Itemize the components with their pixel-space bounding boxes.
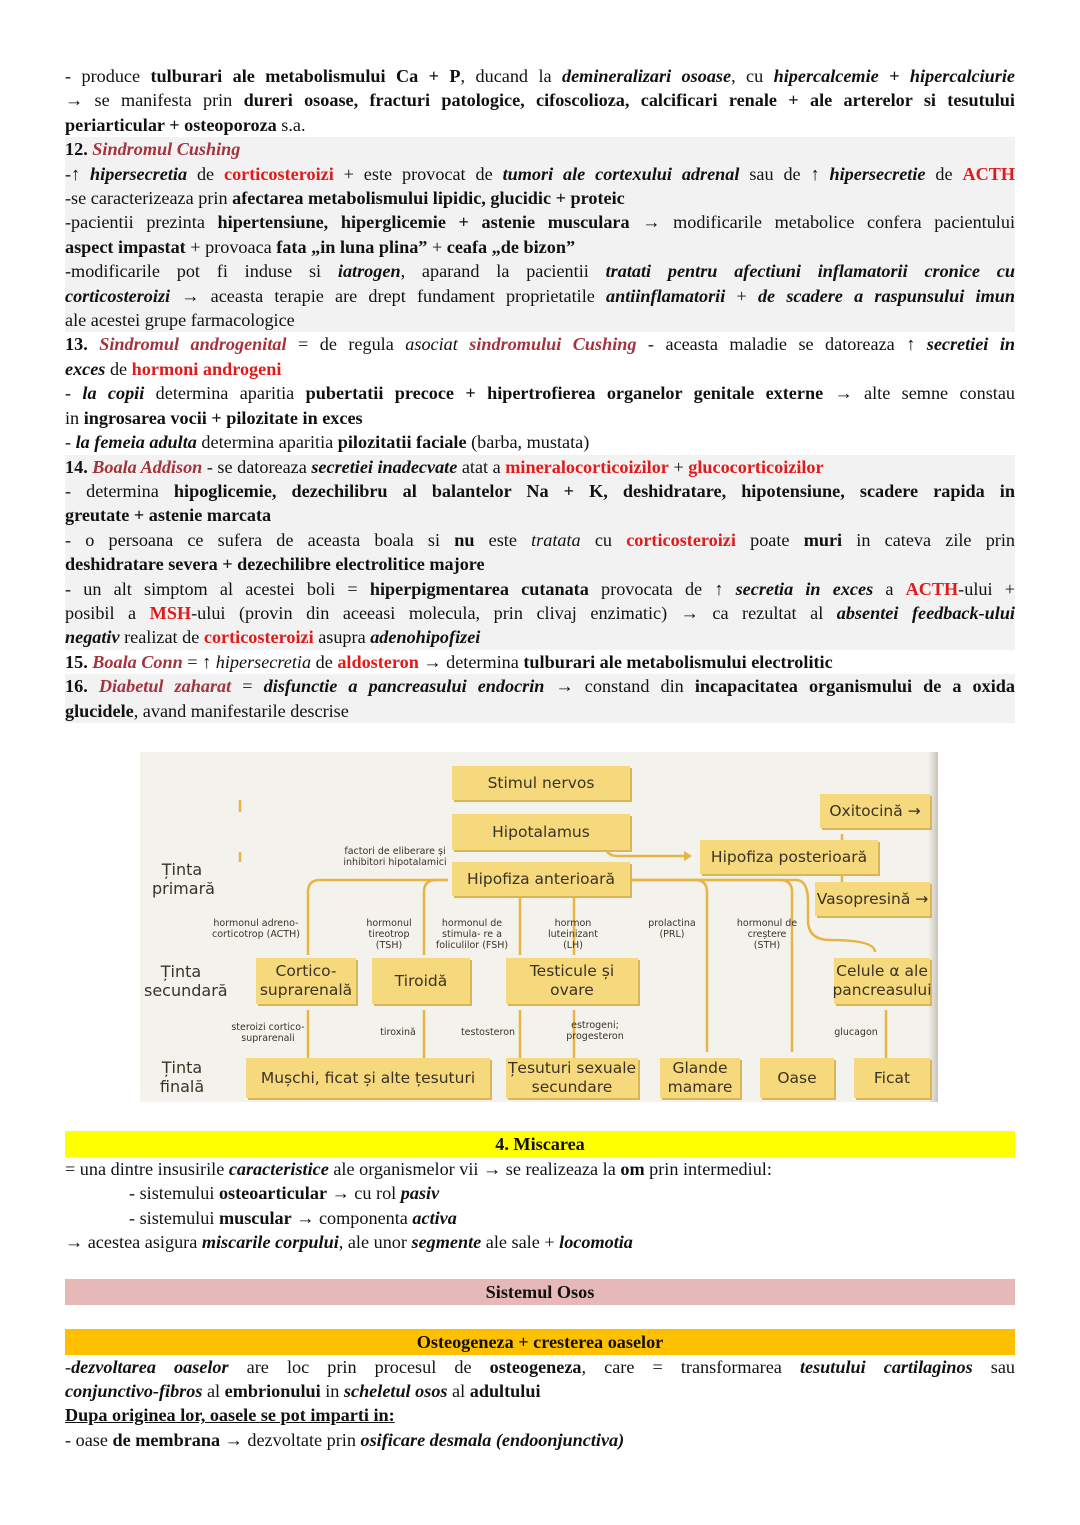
label-lh: hormon luteinizant (LH): [547, 918, 599, 951]
text-line: - produce tulburari ale metabolismului Ca + P, ducand la demineralizari osoase, cu hipercalcemie + hipercalciurie: [65, 66, 1015, 86]
list-item: - sistemului muscular → componenta activa: [129, 1207, 457, 1228]
text-line: greutate + astenie marcata: [65, 505, 272, 526]
box-oase: Oase: [760, 1058, 834, 1098]
text-line: aspect impastat + provoaca fata „in luna plina” + ceafa „de bizon”: [65, 236, 576, 257]
label-tiroxina: tiroxină: [380, 1027, 416, 1038]
subheading-origine-oase: Dupa originea lor, oasele se pot imparti in:: [65, 1405, 395, 1426]
box-tesuturi-sexuale: Țesuturi sexuale secundare: [507, 1059, 637, 1096]
document-page-lower: [65, 1131, 1015, 1452]
heading-miscarea: 4. Miscarea: [65, 1131, 1015, 1157]
box-hipofiza-posterioara: Hipofiza posterioară: [700, 840, 878, 874]
level-label-secondary: Ținta secundară: [144, 962, 228, 1000]
text-line: in ingrosarea vocii + pilozitate in exces: [65, 407, 363, 428]
label-tsh: hormonul tireotrop (TSH): [366, 918, 412, 951]
text-line: → acestea asigura miscarile corpului, ale unor segmente ale sale + locomotia: [65, 1232, 633, 1253]
heading-sistemul-osos: Sistemul Osos: [65, 1279, 1015, 1305]
box-celule-alfa-pancreas: Celule α ale pancreasului: [834, 958, 930, 1004]
label-fsh: hormonul de stimula- re a foliculilor (FSH): [435, 918, 509, 951]
text-line: -modificarile pot fi induse si iatrogen, aparand la pacientii tratati pentru afectiuni inflamatorii cronice cu: [65, 261, 1015, 282]
label-testosteron: testosteron: [460, 1027, 516, 1038]
text-line: corticosteroizi → aceasta terapie are drept fundament proprietatile antiinflamatorii + de scadere a raspunsului imun: [65, 285, 1015, 306]
text-line: -↑ hipersecretia de corticosteroizi + este provocat de tumori ale cortexului adrenal sau de ↑ hipersecretie de ACTH: [65, 163, 1015, 184]
text-line: → se manifesta prin dureri osoase, fracturi patologice, cifoscolioza, calcificari renale + ale arterelor si tesutului: [65, 90, 1015, 111]
label-estrogeni-progesteron: estrogeni; progesteron: [566, 1020, 624, 1042]
text-line: - determina hipoglicemie, dezechilibru al balantelor Na + K, deshidratare, hipotensiune, scadere rapida in: [65, 480, 1015, 501]
box-muschi-ficat: Mușchi, ficat și alte țesuturi: [246, 1058, 490, 1098]
text-line: - oase de membrana → dezvoltate prin osificare desmala (endoonjunctiva): [65, 1429, 625, 1450]
section-conn: [65, 650, 1015, 674]
label-factori-hipotalamici: factori de eliberare și inhibitori hipotalamici: [343, 846, 447, 868]
label-sth: hormonul de creștere (STH): [736, 918, 798, 951]
label-prl: prolactina (PRL): [648, 918, 696, 940]
box-testicule-ovare: Testicule și ovare: [506, 958, 638, 1004]
box-corticosuprarenala: Cortico- suprarenală: [256, 958, 356, 1004]
text-line: -se caracterizeaza prin afectarea metabolismului lipidic, glucidic + proteic: [65, 188, 625, 209]
document-page: [65, 64, 1015, 723]
endocrine-hierarchy-diagram: [140, 752, 938, 1102]
section-androgenital: [65, 332, 1015, 454]
text-line: conjunctivo-fibros al embrionului in scheletul osos al adultului: [65, 1381, 541, 1402]
text-line: deshidratare severa + dezechilibre electrolitice majore: [65, 554, 485, 575]
text-line: - o persoana ce sufera de aceasta boala si nu este tratata cu corticosteroizi poate muri in cateva zile prin: [65, 529, 1015, 550]
text-line: -pacientii prezinta hipertensiune, hiperglicemie + astenie musculara → modificarile metabolice confera pacientului: [65, 212, 1016, 233]
text-line: exces de hormoni androgeni: [65, 358, 282, 379]
text-line: ale acestei grupe farmacologice: [65, 310, 295, 331]
box-oxitocina: Oxitocină →: [820, 794, 930, 828]
list-item: - sistemului osteoarticular → cu rol pasiv: [129, 1183, 440, 1204]
text-line: glucidele, avand manifestarile descrise: [65, 700, 349, 721]
text-line: negativ realizat de corticosteroizi asupra adenohipofizei: [65, 627, 481, 648]
spacer: [65, 1305, 1015, 1329]
label-glucagon: glucagon: [834, 1027, 878, 1038]
box-stimul-nervos: Stimul nervos: [452, 766, 630, 800]
label-steroizi: steroizi cortico- suprarenali: [231, 1022, 305, 1044]
text-line: - la copii determina aparitia pubertatii precoce + hipertrofierea organelor genitale externe → alte semne constau: [65, 383, 1016, 404]
label-acth: hormonul adreno- corticotrop (ACTH): [212, 918, 300, 940]
level-label-final: Ținta finală: [159, 1058, 205, 1096]
box-glande-mamare: Glande mamare: [660, 1058, 740, 1098]
box-vasopresina: Vasopresină →: [815, 882, 930, 916]
text-line: - un alt simptom al acestei boli = hiperpigmentarea cutanata provocata de ↑ secretia in exces a ACTH-ului +: [65, 578, 1015, 599]
section-addison: [65, 455, 1015, 650]
text-line: - la femeia adulta determina aparitia pilozitatii faciale (barba, mustata): [65, 432, 590, 453]
section-heading: 16. Diabetul zaharat = disfunctie a pancreasului endocrin → constand din incapacitatea organismului de a oxida: [65, 676, 1015, 697]
text-line: -dezvoltarea oaselor are loc prin procesul de osteogeneza, care = transformarea tesutului cartilaginos sau: [65, 1356, 1016, 1377]
box-tiroida: Tiroidă: [372, 958, 470, 1004]
text-line: posibil a MSH-ului (provin din aceeasi molecula, prin clivaj enzimatic) → ca rezultat al absentei feedback-ului: [65, 602, 1015, 623]
text-line: periarticular + osteoporoza s.a.: [65, 114, 306, 135]
section-diabet: [65, 674, 1015, 723]
level-label-primary: Ținta primară: [152, 860, 215, 898]
section-heading: 14. Boala Addison - se datoreaza secretiei inadecvate atat a mineralocorticoizilor + glucocorticoizilor: [65, 456, 824, 477]
section-heading: 13. Sindromul androgenital = de regula asociat sindromului Cushing - aceasta maladie se datoreaza ↑ secretiei in: [65, 334, 1015, 355]
section-heading: 12. Sindromul Cushing: [65, 139, 241, 160]
spacer: [65, 1255, 1015, 1279]
section-cushing: [65, 137, 1015, 332]
heading-osteogeneza: Osteogeneza + cresterea oaselor: [65, 1329, 1015, 1355]
box-ficat: Ficat: [854, 1058, 930, 1098]
box-hipofiza-anterioara: Hipofiza anterioară: [452, 862, 630, 896]
section-heading: 15. Boala Conn = ↑ hipersecretia de aldosteron → determina tulburari ale metabolismului electrolitic: [65, 651, 833, 672]
box-hipotalamus: Hipotalamus: [452, 814, 630, 850]
text-line: = una dintre insusirile caracteristice ale organismelor vii → se realizeaza la om prin intermediul:: [65, 1159, 772, 1179]
